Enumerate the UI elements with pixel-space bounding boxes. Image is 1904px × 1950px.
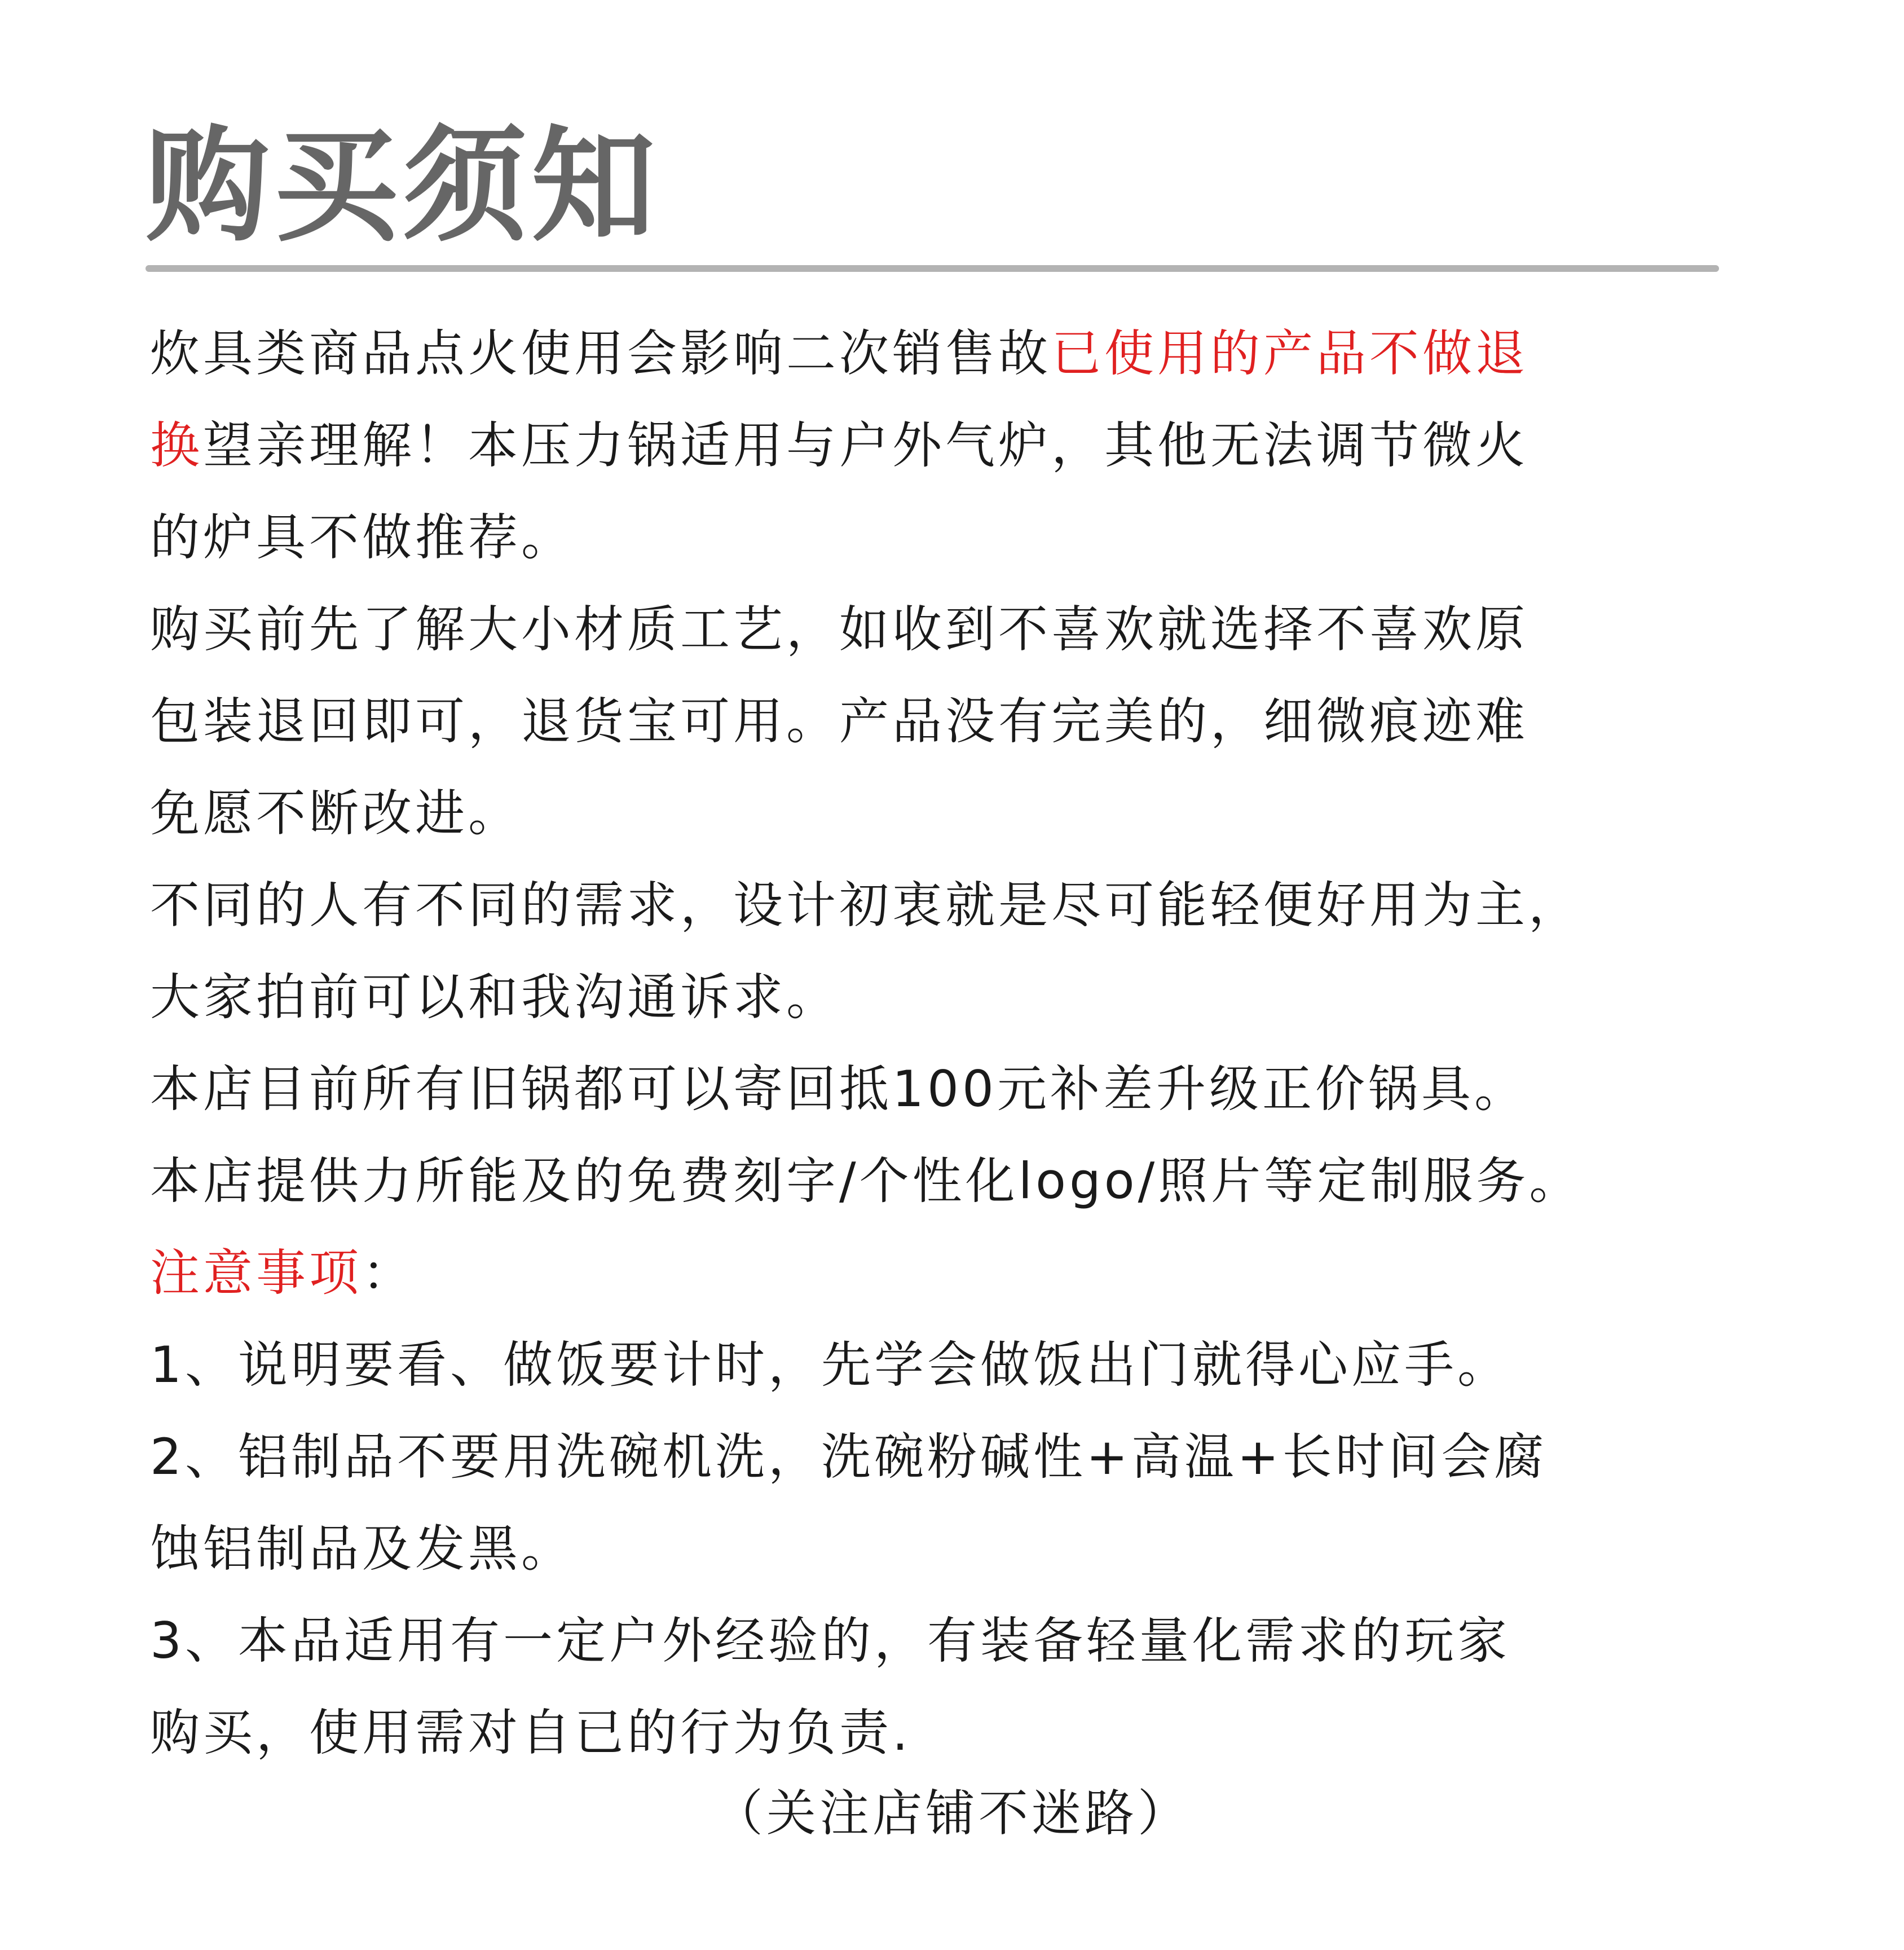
paragraph-line: 购买前先了解大小材质工艺，如收到不喜欢就选择不喜欢原	[150, 600, 1529, 658]
highlight-text: 已使用的产品不做退	[1051, 324, 1529, 382]
follow-store-footer: （关注店铺不迷路）	[713, 1784, 1191, 1842]
notice-item-line: 3、本品适用有一定户外经验的，有装备轻量化需求的玩家	[150, 1612, 1510, 1670]
title-divider	[146, 265, 1719, 272]
page-title: 购买须知	[146, 114, 660, 258]
notice-item-line: 2、铝制品不要用洗碗机洗，洗碗粉碱性+高温+长时间会腐	[150, 1428, 1548, 1486]
paragraph-line: 本店目前所有旧锅都可以寄回抵100元补差升级正价锅具。	[150, 1060, 1527, 1118]
paragraph-line: 免愿不断改进。	[150, 784, 522, 842]
notice-item-line: 购买，使用需对自已的行为负责.	[150, 1704, 911, 1762]
notice-heading: 注意事项	[150, 1244, 363, 1302]
notice-body	[150, 307, 1842, 1779]
paragraph-line: 本店提供力所能及的免费刻字/个性化logo/照片等定制服务。	[150, 1152, 1583, 1210]
notice-item-line: 蚀铝制品及发黑。	[150, 1520, 575, 1578]
notice-heading-line	[150, 1227, 1842, 1319]
notice-item-line: 1、说明要看、做饭要计时，先学会做饭出门就得心应手。	[150, 1336, 1510, 1394]
paragraph-line: 包装退回即可，退货宝可用。产品没有完美的，细微痕迹难	[150, 692, 1529, 750]
paragraph-line: 的炉具不做推荐。	[150, 508, 575, 566]
paragraph-line: 大家拍前可以和我沟通诉求。	[150, 968, 840, 1026]
text-segment: 炊具类商品点火使用会影响二次销售故	[150, 324, 1052, 382]
text-segment: 望亲理解！本压力锅适用与户外气炉，其他无法调节微火	[203, 416, 1529, 474]
paragraph-line	[150, 399, 1842, 491]
notice-colon: ：	[362, 1244, 416, 1302]
highlight-text: 换	[150, 416, 204, 474]
paragraph-line: 不同的人有不同的需求，设计初衷就是尽可能轻便好用为主，	[150, 876, 1582, 934]
paragraph-line	[150, 307, 1842, 399]
